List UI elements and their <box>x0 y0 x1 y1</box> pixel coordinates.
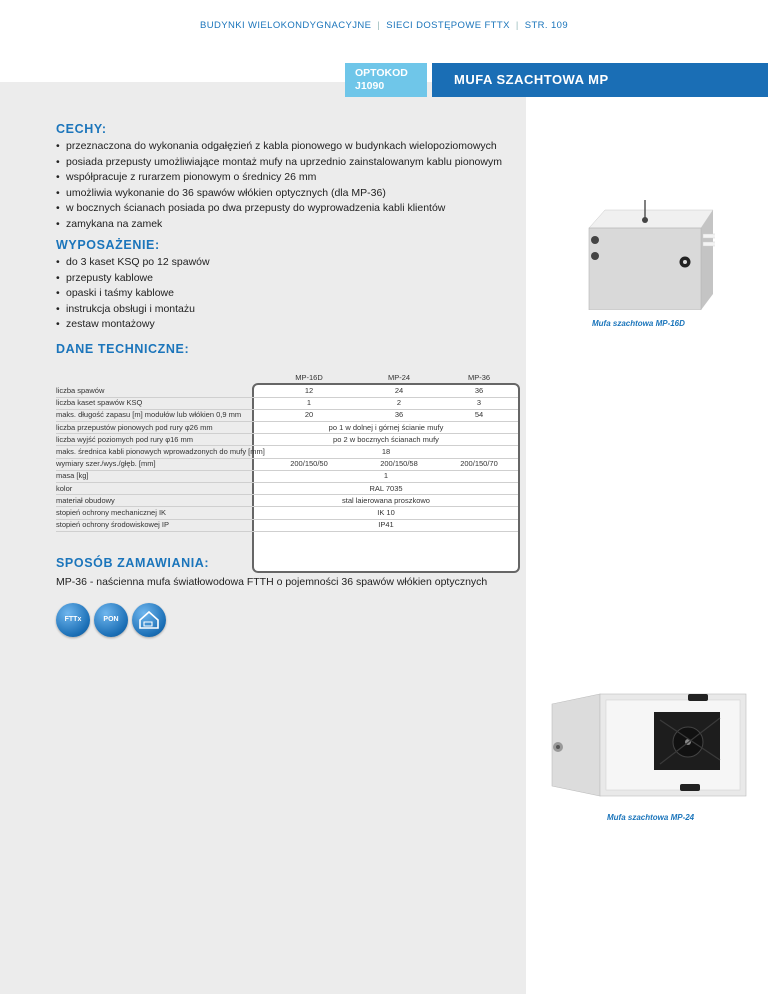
tech-table-row <box>56 409 518 421</box>
tech-table-row <box>56 434 518 446</box>
tech-table-row <box>56 422 518 434</box>
tech-table-row <box>56 458 518 470</box>
tech-table-row <box>56 470 518 482</box>
tech-row-value: po 1 w dolnej i górnej ścianie mufy <box>328 422 444 432</box>
tech-row-label: stopień ochrony środowiskowej IP <box>56 520 169 530</box>
tech-row-label: liczba przepustów pionowych pod rury φ26 mm <box>56 422 213 432</box>
tech-table-row <box>56 519 518 531</box>
tech-row-label: wymiary szer./wys./głęb. [mm] <box>56 459 156 469</box>
page-number: STR. 109 <box>524 20 569 31</box>
equipment-item: • do 3 kaset KSQ po 12 spawów <box>56 255 210 271</box>
feature-item: • w bocznych ścianach posiada po dwa przepusty do wyprowadzenia kabli klientów <box>56 201 502 217</box>
tech-row-value: 1 <box>306 398 312 408</box>
tech-row-label: maks. długość zapasu [m] modułów lub włókien 0,9 mm <box>56 410 242 420</box>
header-separator: | <box>377 20 381 31</box>
tech-row-value: 12 <box>304 386 314 395</box>
tech-row-value: 1 <box>383 471 389 481</box>
tech-table-row <box>56 483 518 495</box>
tech-row-value: 36 <box>394 410 404 420</box>
tech-row-value: 2 <box>396 398 402 408</box>
tech-row-label: liczba wyjść poziomych pod rury φ16 mm <box>56 434 193 444</box>
tech-row-value: po 2 w bocznych ścianach mufy <box>333 434 439 444</box>
tech-row-label: stopień ochrony mechanicznej IK <box>56 508 167 517</box>
product-code: J1090 <box>355 80 385 92</box>
tech-table-row <box>56 446 518 458</box>
tech-row-label: maks. średnica kabli pionowych wprowadzonych do mufy [mm] <box>56 447 265 456</box>
tech-row-value: 54 <box>474 410 484 420</box>
feature-item: • zamykana na zamek <box>56 217 502 233</box>
equipment-list <box>56 255 210 333</box>
equipment-item: • instrukcja obsługi i montażu <box>56 302 210 318</box>
tech-row-label: masa [kg] <box>56 471 89 481</box>
ordering-text: MP-36 - naścienna mufa światłowodowa FTTH o pojemności 36 spawów włókien optycznych <box>56 576 488 588</box>
equipment-item: • zestaw montażowy <box>56 317 210 333</box>
tech-row-value: RAL 7035 <box>369 483 403 493</box>
equipment-item: • opaski i taśmy kablowe <box>56 286 210 302</box>
pon-icon-label: PON <box>103 616 119 623</box>
tech-row-value: 200/150/58 <box>380 459 418 469</box>
ordering-heading: SPOSÓB ZAMAWIANIA: <box>56 556 210 570</box>
features-list <box>56 139 502 232</box>
product-image-mp16d <box>585 200 715 315</box>
tech-column-header: MP-24 <box>387 373 411 382</box>
caption-mp24: Mufa szachtowa MP-24 <box>607 813 695 822</box>
tech-row-value: 20 <box>304 410 314 420</box>
header-subsection: SIECI DOSTĘPOWE FTTX <box>386 20 510 31</box>
tech-row-divider <box>56 531 518 532</box>
tech-row-value: stal laierowana proszkowo <box>342 495 430 505</box>
tech-row-value: 3 <box>476 398 482 408</box>
equipment-heading: WYPOSAŻENIE: <box>56 238 160 252</box>
equipment-item: • przepusty kablowe <box>56 271 210 287</box>
fttx-icon-label: FTTx <box>64 616 82 623</box>
tech-table-row <box>56 385 518 397</box>
tech-table-row <box>56 397 518 409</box>
caption-mp16d: Mufa szachtowa MP-16D <box>592 319 685 328</box>
feature-item: • umożliwia wykonanie do 36 spawów włókien optycznych (dla MP-36) <box>56 186 502 202</box>
features-heading: CECHY: <box>56 122 107 136</box>
tech-row-value: 200/150/70 <box>460 459 498 469</box>
house-glyph <box>132 603 166 637</box>
house-icon <box>132 603 166 637</box>
tech-row-value: IK 10 <box>377 508 395 517</box>
tech-row-value: 36 <box>474 386 484 395</box>
feature-item: • posiada przepusty umożliwiające montaż mufy na uprzednio zainstalowanym kablu pionowym <box>56 155 502 171</box>
pon-icon <box>94 603 128 637</box>
fttx-icon <box>56 603 90 637</box>
page-header <box>0 20 768 31</box>
tech-row-value: 24 <box>394 386 404 395</box>
tech-row-value: IP41 <box>378 520 394 530</box>
tech-row-label: materiał obudowy <box>56 495 115 505</box>
header-section: BUDYNKI WIELOKONDYGNACYJNE <box>199 20 372 31</box>
feature-item: • współpracuje z rurarzem pionowym o średnicy 26 mm <box>56 170 502 186</box>
product-code-badge <box>345 63 427 97</box>
tech-row-label: kolor <box>56 483 73 493</box>
header-separator: | <box>515 20 519 31</box>
tech-row-value: 18 <box>381 447 391 456</box>
tech-table-header <box>56 367 518 387</box>
tech-column-header: MP-16D <box>295 373 323 382</box>
tech-column-header: MP-36 <box>467 373 491 382</box>
feature-item: • przeznaczona do wykonania odgałęzień z kabla pionowego w budynkach wielopoziomowych <box>56 139 502 155</box>
tech-heading: DANE TECHNICZNE: <box>56 342 190 356</box>
tech-row-label: liczba spawów <box>56 386 105 395</box>
product-title: MUFA SZACHTOWA MP <box>432 63 768 97</box>
tech-row-label: liczba kaset spawów KSQ <box>56 398 143 408</box>
product-code-label: OPTOKOD <box>355 67 408 79</box>
tech-table-row <box>56 495 518 507</box>
product-image-mp24 <box>550 690 750 805</box>
tech-table-row <box>56 507 518 519</box>
tech-row-value: 200/150/50 <box>290 459 328 469</box>
